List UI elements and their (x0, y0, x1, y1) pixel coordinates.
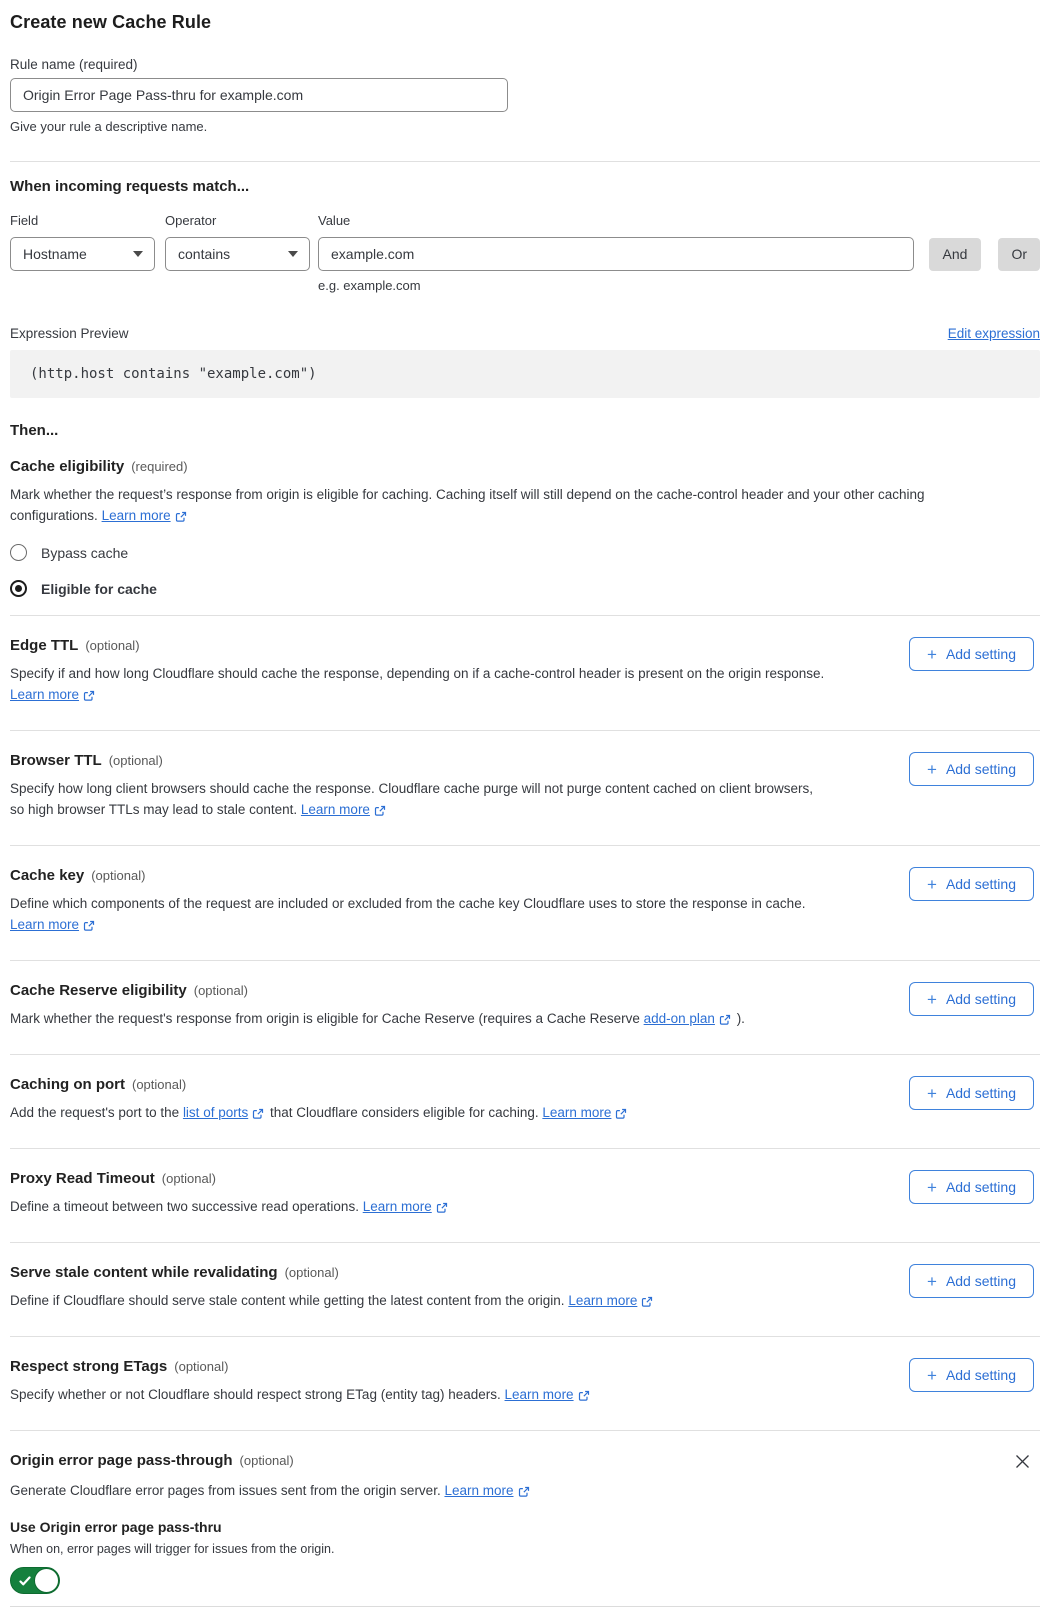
learn-more-link[interactable]: Learn more (444, 1483, 514, 1498)
add-on-plan-link[interactable]: add-on plan (643, 1011, 715, 1026)
radio-label: Eligible for cache (41, 580, 157, 597)
section-title: Proxy Read Timeout (10, 1170, 155, 1187)
section-origin-error-page-pass-through (10, 1431, 1040, 1594)
divider (10, 1606, 1040, 1607)
section-optional-badge: (optional) (85, 638, 140, 653)
section-description: Define which components of the request are included or excluded from the cache key Cloudflare uses to store the response in cache. Learn more (10, 893, 830, 936)
learn-more-link[interactable]: Learn more (504, 1387, 574, 1402)
section-title: Caching on port (10, 1076, 125, 1093)
plus-icon: + (927, 989, 937, 1009)
radio-bypass-cache[interactable] (10, 544, 128, 561)
section-optional-badge: (optional) (284, 1265, 339, 1280)
add-setting-button[interactable]: + Add setting (909, 1170, 1034, 1204)
section-serve-stale-content-while-revalidating (10, 1242, 1040, 1336)
learn-more-link[interactable]: Learn more (300, 802, 370, 817)
rule-name-label: Rule name (required) (10, 57, 138, 72)
section-description: Specify how long client browsers should cache the response. Cloudflare cache purge will not purge content cached on client browsers, so high browser TTLs may lead to stale content. Learn more (10, 778, 830, 821)
matcher-controls-row (10, 237, 1040, 271)
operator-label: Operator (165, 213, 217, 228)
add-setting-button[interactable]: + Add setting (909, 1264, 1034, 1298)
section-title: Browser TTL (10, 752, 102, 769)
origin-error-description: Generate Cloudflare error pages from issues sent from the origin server. Learn more (10, 1480, 1040, 1502)
section-title: Respect strong ETags (10, 1358, 168, 1375)
learn-more-link[interactable]: Learn more (10, 917, 80, 932)
external-link-icon (518, 1481, 530, 1502)
external-link-icon (615, 1103, 627, 1124)
learn-more-link[interactable]: Learn more (362, 1199, 432, 1214)
external-link-icon (83, 915, 95, 936)
add-setting-button[interactable]: + Add setting (909, 867, 1034, 901)
add-setting-button[interactable]: + Add setting (909, 752, 1034, 786)
edit-expression-link[interactable]: Edit expression (947, 326, 1040, 341)
add-setting-button[interactable]: + Add setting (909, 1076, 1034, 1110)
section-optional-badge: (optional) (161, 1171, 216, 1186)
matcher-labels-row (10, 213, 1040, 228)
section-cache-reserve-eligibility (10, 960, 1040, 1054)
then-heading: Then... (10, 422, 59, 439)
origin-toggle-helper: When on, error pages will trigger for issues from the origin. (10, 1542, 335, 1556)
value-input[interactable] (318, 237, 914, 271)
check-icon (19, 1575, 31, 1587)
learn-more-link[interactable]: Learn more (542, 1105, 612, 1120)
add-setting-button[interactable]: + Add setting (909, 1358, 1034, 1392)
plus-icon: + (927, 1365, 937, 1385)
origin-error-title-row (10, 1452, 294, 1469)
close-icon (1015, 1454, 1030, 1469)
or-button[interactable]: Or (998, 238, 1040, 271)
list-of-ports-link[interactable]: list of ports (182, 1105, 249, 1120)
external-link-icon (252, 1103, 264, 1124)
external-link-icon (641, 1291, 653, 1312)
origin-error-optional-badge: (optional) (239, 1453, 294, 1468)
section-optional-badge: (optional) (108, 753, 163, 768)
and-button[interactable]: And (929, 238, 982, 271)
close-button[interactable] (1013, 1452, 1032, 1471)
section-optional-badge: (optional) (132, 1077, 187, 1092)
section-cache-key (10, 845, 1040, 960)
section-title: Serve stale content while revalidating (10, 1264, 278, 1281)
section-description: Define a timeout between two successive read operations. Learn more (10, 1196, 830, 1218)
rule-name-helper: Give your rule a descriptive name. (10, 119, 208, 134)
section-description: Mark whether the request's response from origin is eligible for Cache Reserve (requires a Cache Reserve add-on plan ). (10, 1008, 830, 1030)
field-select[interactable] (10, 237, 155, 271)
section-title: Edge TTL (10, 637, 79, 654)
radio-icon (10, 544, 27, 561)
field-label: Field (10, 213, 39, 228)
origin-error-heading-row (10, 1452, 1040, 1471)
external-link-icon (436, 1197, 448, 1218)
learn-more-link[interactable]: Learn more (101, 508, 171, 523)
radio-icon (10, 580, 27, 597)
plus-icon: + (927, 1083, 937, 1103)
cache-eligibility-required-badge: (required) (131, 459, 188, 474)
add-setting-button[interactable]: + Add setting (909, 982, 1034, 1016)
section-optional-badge: (optional) (91, 868, 146, 883)
learn-more-link[interactable]: Learn more (568, 1293, 638, 1308)
field-select-value: Hostname (23, 246, 87, 262)
matcher-heading: When incoming requests match... (10, 178, 250, 195)
cache-eligibility-heading (10, 458, 1040, 475)
section-title: Cache key (10, 867, 85, 884)
external-link-icon (374, 800, 386, 821)
section-respect-strong-etags (10, 1336, 1040, 1430)
expression-code-box: (http.host contains "example.com") (10, 350, 1040, 398)
value-label: Value (318, 213, 351, 228)
external-link-icon (578, 1385, 590, 1406)
section-optional-badge: (optional) (193, 983, 248, 998)
cache-eligibility-title: Cache eligibility (10, 458, 125, 475)
chevron-down-icon (133, 251, 143, 257)
add-setting-button[interactable]: + Add setting (909, 637, 1034, 671)
plus-icon: + (927, 759, 937, 779)
value-helper: e.g. example.com (318, 278, 421, 293)
section-caching-on-port (10, 1054, 1040, 1148)
radio-label: Bypass cache (41, 544, 129, 561)
cache-eligibility-description: Mark whether the request’s response from origin is eligible for caching. Caching itself will still depend on the cache-control header and your other caching configurations. Learn more (10, 484, 995, 527)
section-edge-ttl (10, 615, 1040, 730)
expression-preview-label: Expression Preview (10, 326, 129, 341)
expression-preview-row (10, 326, 1040, 341)
page-title: Create new Cache Rule (10, 12, 212, 32)
origin-toggle-label: Use Origin error page pass-thru (10, 1519, 222, 1535)
operator-select-value: contains (178, 246, 231, 262)
external-link-icon (719, 1009, 731, 1030)
origin-error-toggle[interactable] (10, 1567, 60, 1594)
plus-icon: + (927, 874, 937, 894)
toggle-knob (34, 1568, 59, 1593)
plus-icon: + (927, 1271, 937, 1291)
section-optional-badge: (optional) (174, 1359, 229, 1374)
section-browser-ttl (10, 730, 1040, 845)
section-title: Cache Reserve eligibility (10, 982, 187, 999)
plus-icon: + (927, 644, 937, 664)
plus-icon: + (927, 1177, 937, 1197)
section-description: Specify if and how long Cloudflare should cache the response, depending on if a cache-control header is present on the origin response. Learn more (10, 663, 830, 706)
chevron-down-icon (288, 251, 298, 257)
section-description: Specify whether or not Cloudflare should respect strong ETag (entity tag) headers. Learn more (10, 1384, 830, 1406)
origin-error-title: Origin error page pass-through (10, 1452, 233, 1469)
external-link-icon (83, 685, 95, 706)
rule-name-input[interactable] (10, 78, 508, 112)
learn-more-link[interactable]: Learn more (10, 687, 80, 702)
external-link-icon (175, 506, 187, 527)
section-description: Define if Cloudflare should serve stale content while getting the latest content from the origin. Learn more (10, 1290, 830, 1312)
section-description: Add the request's port to the list of ports that Cloudflare considers eligible for caching. Learn more (10, 1102, 830, 1124)
radio-eligible-for-cache[interactable] (10, 580, 157, 597)
operator-select[interactable] (165, 237, 310, 271)
optional-settings-sections (10, 615, 1040, 1430)
section-proxy-read-timeout (10, 1148, 1040, 1242)
divider (10, 161, 1040, 162)
